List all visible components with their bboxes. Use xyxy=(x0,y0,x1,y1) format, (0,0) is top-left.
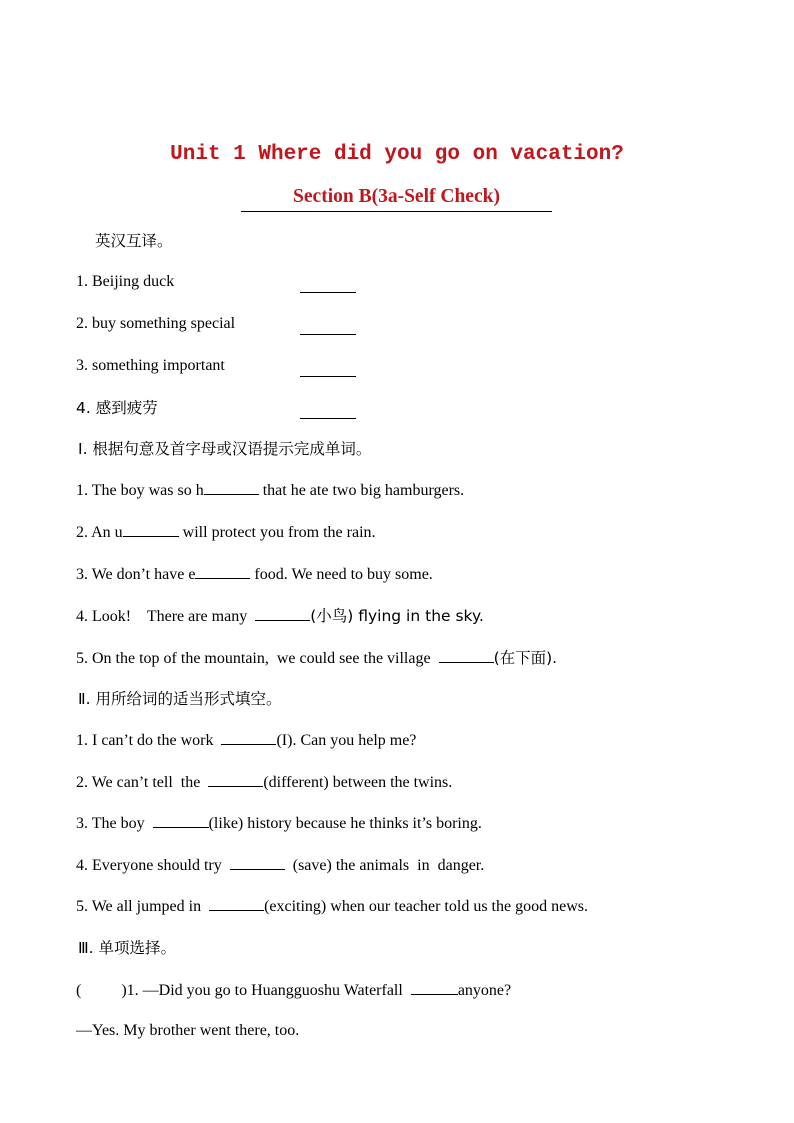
translate-blank-4[interactable] xyxy=(300,403,356,419)
section-subtitle: Section B(3a-Self Check) xyxy=(293,186,500,207)
part1-question-3 xyxy=(76,563,433,586)
part1-question-2 xyxy=(76,521,376,544)
part1-q4-pre: 4. Look! There are many xyxy=(76,608,256,625)
part1-q5-pre: 5. On the top of the mountain, we could see the village xyxy=(76,650,439,667)
part2-q1-post: (I). Can you help me? xyxy=(276,732,417,749)
part1-heading: Ⅰ. 根据句意及首字母或汉语提示完成单词。 xyxy=(78,440,372,458)
part1-q4-post: (小鸟) flying in the sky. xyxy=(310,607,484,625)
part1-question-5 xyxy=(76,647,557,670)
part2-question-4 xyxy=(76,854,484,877)
translate-item-3: 3. something important xyxy=(76,357,225,374)
part2-q5-pre: 5. We all jumped in xyxy=(76,898,210,915)
part2-q4-pre: 4. Everyone should try xyxy=(76,857,230,874)
translate-blank-2[interactable] xyxy=(300,319,356,335)
part3-q1-answer: —Yes. My brother went there, too. xyxy=(76,1022,300,1039)
translate-blank-3[interactable] xyxy=(300,361,356,377)
part3-question-1 xyxy=(76,979,511,1002)
section-subtitle-underline xyxy=(241,186,552,212)
part1-q2-blank[interactable] xyxy=(123,521,179,537)
translate-heading: 英汉互译。 xyxy=(95,232,173,250)
part2-q4-blank[interactable] xyxy=(230,854,285,870)
part1-q1-blank[interactable] xyxy=(204,479,259,495)
part2-q3-pre: 3. The boy xyxy=(76,815,153,832)
part1-q3-blank[interactable] xyxy=(195,563,250,579)
part1-q2-post: will protect you from the rain. xyxy=(178,524,376,541)
translate-item-4: 4. 感到疲劳 xyxy=(76,399,158,417)
part1-q3-pre: 3. We don’t have e xyxy=(76,566,196,583)
part1-q5-blank[interactable] xyxy=(439,647,494,663)
part1-question-4 xyxy=(76,605,484,628)
page-title: Unit 1 Where did you go on vacation? xyxy=(170,143,624,166)
part3-q1-post: anyone? xyxy=(457,982,512,999)
part2-q1-blank[interactable] xyxy=(221,729,276,745)
part2-q5-blank[interactable] xyxy=(209,895,264,911)
part1-q1-post: that he ate two big hamburgers. xyxy=(258,482,465,499)
part2-q3-blank[interactable] xyxy=(153,812,209,828)
part2-q2-post: (different) between the twins. xyxy=(263,774,453,791)
part1-q5-post: (在下面). xyxy=(493,649,558,667)
part1-q1-pre: 1. The boy was so h xyxy=(76,482,204,499)
part2-question-1 xyxy=(76,729,416,752)
part2-q3-post: (like) history because he thinks it’s boring. xyxy=(208,815,482,832)
translate-item-1: 1. Beijing duck xyxy=(76,273,175,290)
translate-item-2: 2. buy something special xyxy=(76,315,236,332)
translate-blank-1[interactable] xyxy=(300,277,356,293)
part2-question-3 xyxy=(76,812,482,835)
part2-heading: Ⅱ. 用所给词的适当形式填空。 xyxy=(78,690,282,708)
part2-question-5 xyxy=(76,895,588,918)
part3-q1-pre: ( )1. —Did you go to Huangguoshu Waterfall xyxy=(76,982,411,999)
part1-question-1 xyxy=(76,479,464,502)
part2-q4-post: (save) the animals in danger. xyxy=(284,857,485,874)
part2-q5-post: (exciting) when our teacher told us the good news. xyxy=(264,898,588,915)
part2-q1-pre: 1. I can’t do the work xyxy=(76,732,222,749)
part2-q2-blank[interactable] xyxy=(208,771,263,787)
part3-heading: Ⅲ. 单项选择。 xyxy=(78,939,177,957)
part2-question-2 xyxy=(76,771,452,794)
part1-q4-blank[interactable] xyxy=(255,605,310,621)
part1-q2-pre: 2. An u xyxy=(76,524,123,541)
part2-q2-pre: 2. We can’t tell the xyxy=(76,774,209,791)
part1-q3-post: food. We need to buy some. xyxy=(250,566,433,583)
part3-q1-blank[interactable] xyxy=(411,979,458,995)
